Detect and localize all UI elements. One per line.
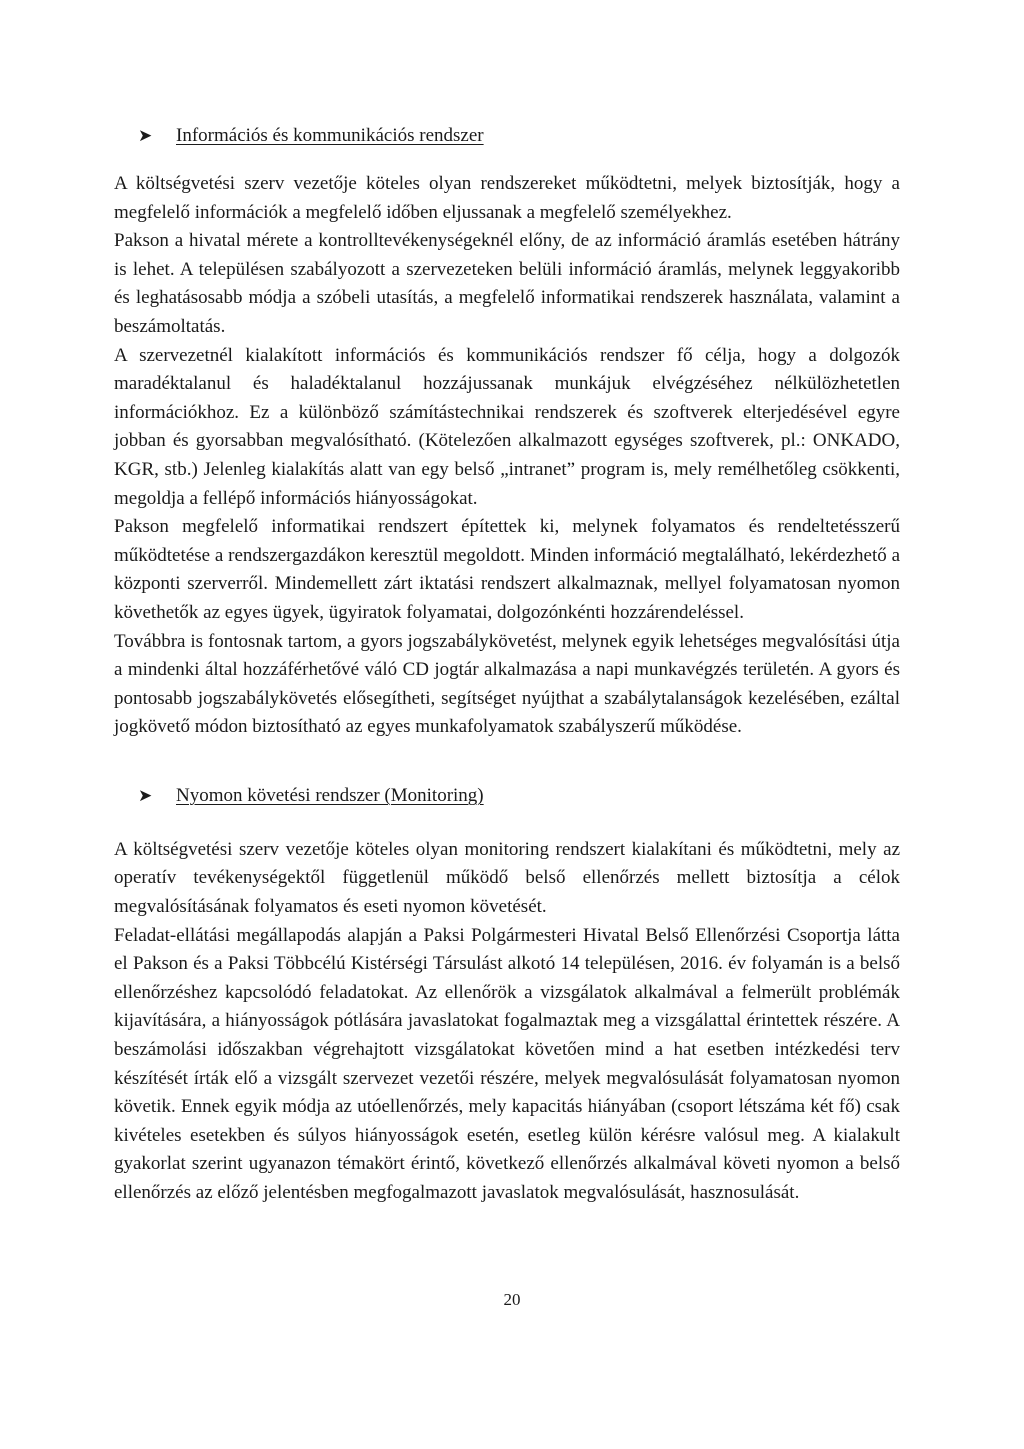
section-heading xyxy=(138,782,900,810)
section-heading-text: Információs és kommunikációs rendszer xyxy=(176,125,484,146)
paragraph: A szervezetnél kialakított információs és kommunikációs rendszer fő célja, hogy a dolgozók maradéktalanul és haladéktalanul hozzájussanak munkájuk elvégzéséhez nélkülözhetetlen információkhoz. Ez a különböző számítástechnikai rendszerek és szoftverek elterjedésével egyre jobban és gyorsabban megvalósítható. (Kötelezően alkalmazott egységes szoftverek, pl.: ONKADO, KGR, stb.) Jelenleg kialakítás alatt van egy belső „intranet” program is, mely remélhetőleg csökkenti, megoldja a fellépő információs hiányosságokat. xyxy=(114,344,900,509)
page-number: 20 xyxy=(503,1290,521,1309)
arrow-bullet-icon: ➤ xyxy=(138,126,153,146)
paragraph: Feladat-ellátási megállapodás alapján a Paksi Polgármesteri Hivatal Belső Ellenőrzési Csoportja látta el Pakson és a Paksi Többcélú Kistérségi Társulást alkotó 14 településen, 2016. év folyamán is a belső ellenőrzéshez kapcsolódó feladatokat. Az ellenőrök a vizsgálatok alkalmával a felmerült problémák kijavítására, a hiányosságok pótlására javaslatokat fogalmaztak meg a vizsgálattal érintettek részére. A beszámolási időszakban végrehajtott vizsgálatokat követően mind a hat esetben intézkedési terv készítését írták elő a vizsgált szervezet vezetői részére, melyek megvalósulását folyamatosan nyomon követik. Ennek egyik módja az utóellenőrzés, mely kapacitás hiányában (csoport létszáma két fő) csak kivételes esetekben és súlyos hiányosságok esetén, esetleg külön kérésre valósul meg. A kialakult gyakorlat szerint ugyanazon témakört érintő, következő ellenőrzés alkalmával követi nyomon a belső ellenőrzés az előző jelentésben megfogalmazott javaslatok megvalósulását, hasznosulását. xyxy=(114,924,900,1203)
paragraph: A költségvetési szerv vezetője köteles olyan rendszereket működtetni, melyek biztosítják, hogy a megfelelő információk a megfelelő időben eljussanak a megfelelő személyekhez. xyxy=(114,173,900,223)
section-monitoring xyxy=(114,782,900,1208)
document-page xyxy=(114,122,900,1208)
paragraph: A költségvetési szerv vezetője köteles olyan monitoring rendszert kialakítani és működtetni, mely az operatív tevékenységektől függetlenül működő belső ellenőrzés mellett biztosítja a célok megvalósításának folyamatos és eseti nyomon követését. xyxy=(114,838,900,918)
paragraph: Továbbra is fontosnak tartom, a gyors jogszabálykövetést, melynek egyik lehetséges megvalósítási útja a mindenki által hozzáférhetővé váló CD jogtár alkalmazása a napi munkavégzés területén. A gyors és pontosabb jogszabálykövetés elősegítheti, segítséget nyújthat a szabálytalanságok kezelésében, ezáltal jogkövető módon biztosítható az egyes munkafolyamatok szabályszerű működése. xyxy=(114,630,900,738)
arrow-bullet-icon: ➤ xyxy=(138,785,153,806)
paragraph: Pakson megfelelő informatikai rendszert építettek ki, melynek folyamatos és rendeltetésszerű működtetése a rendszergazdákon keresztül megoldott. Minden információ megtalálható, lekérdezhető a központi szerverről. Mindemellett zárt iktatási rendszert alkalmaznak, mellyel folyamatosan nyomon követhetők az egyes ügyek, ügyiratok folyamatai, dolgozónkénti hozzárendeléssel. xyxy=(114,516,900,623)
section-heading-text: Nyomon követési rendszer (Monitoring) xyxy=(176,784,484,806)
section-information-communication xyxy=(114,122,900,742)
section-heading xyxy=(138,122,900,150)
paragraph: Pakson a hivatal mérete a kontrolltevékenységeknél előny, de az információ áramlás esetében hátrány is lehet. A településen szabályozott a szervezeteken belüli információ áramlás, melynek leggyakoribb és leghatásosabb módja a szóbeli utasítás, a megfelelő informatikai rendszerek használata, valamint a beszámoltatás. xyxy=(114,230,900,337)
